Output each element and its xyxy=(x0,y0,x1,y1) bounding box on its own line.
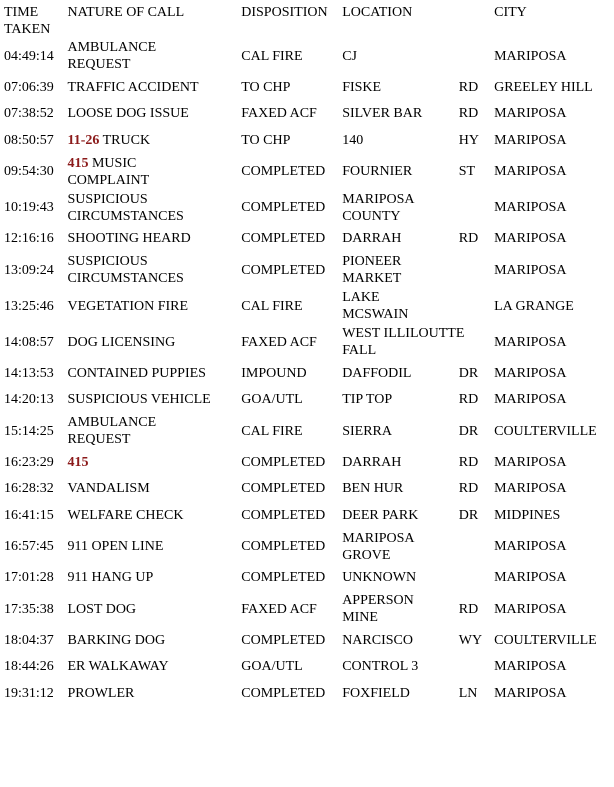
call-city: GREELEY HILL xyxy=(494,79,593,95)
call-nature: DOG LICENSING xyxy=(67,334,176,350)
call-disposition: CAL FIRE xyxy=(241,48,303,64)
table-row xyxy=(0,101,614,128)
table-row xyxy=(0,288,614,324)
call-time: 13:09:24 xyxy=(4,262,54,278)
call-location: BEN HUR xyxy=(342,481,404,497)
call-code: 415 xyxy=(67,454,89,470)
call-time: 15:14:25 xyxy=(4,423,54,439)
header-suffix xyxy=(455,4,490,38)
call-time: 13:25:46 xyxy=(4,298,54,314)
table-row xyxy=(0,74,614,101)
call-city: MARIPOSA xyxy=(494,164,567,179)
call-city: LA GRANGE xyxy=(494,298,574,314)
call-location: SILVER BAR xyxy=(342,106,423,122)
call-location: 140 xyxy=(342,132,364,148)
call-street-suffix: LN xyxy=(458,685,478,701)
call-location: MARIPOSA COUNTY xyxy=(342,191,415,224)
call-location: MARIPOSA GROVE xyxy=(342,530,415,563)
call-disposition: COMPLETED xyxy=(241,570,326,586)
table-row xyxy=(0,360,614,387)
call-disposition: IMPOUND xyxy=(241,365,307,381)
call-disposition: GOA/UTL xyxy=(241,392,303,408)
call-disposition: COMPLETED xyxy=(241,539,326,554)
call-nature: 415 MUSIC COMPLAINT xyxy=(67,155,150,188)
header-location: LOCATION xyxy=(342,5,413,20)
call-location: TIP TOP xyxy=(342,392,393,408)
table-row xyxy=(0,190,614,226)
call-street-suffix: RD xyxy=(458,392,479,408)
call-time: 17:35:38 xyxy=(4,601,54,617)
call-disposition: COMPLETED xyxy=(241,231,326,247)
call-time: 10:19:43 xyxy=(4,200,54,215)
table-row xyxy=(0,654,614,681)
call-location: DEER PARK xyxy=(342,507,419,523)
call-city: MARIPOSA xyxy=(494,231,567,247)
call-location: WEST ILLILOUTTE FALL xyxy=(342,326,465,358)
call-location: UNKNOWN xyxy=(342,570,417,586)
call-street-suffix: WY xyxy=(458,632,483,648)
call-disposition: COMPLETED xyxy=(241,262,326,278)
header-city: CITY xyxy=(494,5,527,20)
call-city: COULTERVILLE xyxy=(494,423,597,439)
call-city: MARIPOSA xyxy=(494,262,567,278)
call-street-suffix: RD xyxy=(458,481,479,497)
table-row xyxy=(0,529,614,565)
call-nature: AMBULANCE REQUEST xyxy=(67,415,157,447)
call-location: APPERSON MINE xyxy=(342,593,414,625)
header-nature: NATURE OF CALL xyxy=(67,5,185,20)
call-time: 18:44:26 xyxy=(4,659,54,675)
call-nature: PROWLER xyxy=(67,685,135,701)
call-time: 16:41:15 xyxy=(4,507,54,523)
call-disposition: FAXED ACF xyxy=(241,334,317,350)
table-row xyxy=(0,387,614,414)
table-row xyxy=(0,154,614,190)
call-location: CONTROL 3 xyxy=(342,659,419,675)
call-time: 17:01:28 xyxy=(4,570,54,586)
call-time: 18:04:37 xyxy=(4,632,54,648)
call-street-suffix xyxy=(455,654,490,681)
call-code: 415 xyxy=(67,155,89,171)
table-row xyxy=(0,627,614,654)
call-city: MARIPOSA xyxy=(494,601,567,617)
call-disposition: CAL FIRE xyxy=(241,423,303,439)
call-time: 07:38:52 xyxy=(4,106,54,122)
call-city: MARIPOSA xyxy=(494,132,567,148)
call-disposition: FAXED ACF xyxy=(241,601,317,617)
call-disposition: COMPLETED xyxy=(241,200,326,215)
call-time: 12:16:16 xyxy=(4,231,54,247)
call-street-suffix: HY xyxy=(458,132,479,148)
table-row xyxy=(0,565,614,592)
call-nature: SUSPICIOUS VEHICLE xyxy=(67,392,211,408)
call-time: 19:31:12 xyxy=(4,685,54,701)
call-city: MARIPOSA xyxy=(494,481,567,497)
call-time: 14:20:13 xyxy=(4,392,54,408)
table-row xyxy=(0,680,614,707)
call-location: FOURNIER xyxy=(342,164,413,179)
call-location: LAKE MCSWAIN xyxy=(342,290,409,322)
call-city: MARIPOSA xyxy=(494,334,567,350)
call-time: 04:49:14 xyxy=(4,48,54,64)
call-nature: VANDALISM xyxy=(67,481,150,497)
call-city: MIDPINES xyxy=(494,507,561,523)
call-street-suffix: RD xyxy=(458,79,479,95)
call-street-suffix: RD xyxy=(458,454,479,470)
table-row xyxy=(0,502,614,529)
call-disposition: COMPLETED xyxy=(241,685,326,701)
call-street-suffix: ST xyxy=(458,164,476,179)
call-location: DARRAH xyxy=(342,454,402,470)
call-street-suffix xyxy=(455,38,490,74)
call-time: 16:28:32 xyxy=(4,481,54,497)
call-street-suffix xyxy=(455,190,490,226)
call-location: SIERRA xyxy=(342,423,392,439)
call-location: DARRAH xyxy=(342,231,402,247)
call-city: MARIPOSA xyxy=(494,659,567,675)
table-row xyxy=(0,252,614,288)
table-row xyxy=(0,591,614,627)
call-city: MARIPOSA xyxy=(494,365,567,381)
call-disposition: GOA/UTL xyxy=(241,659,303,675)
call-nature: LOST DOG xyxy=(67,601,137,617)
call-disposition: FAXED ACF xyxy=(241,106,317,122)
table-row xyxy=(0,324,614,360)
table-row xyxy=(0,449,614,476)
call-city: MARIPOSA xyxy=(494,106,567,122)
call-nature: SUSPICIOUS CIRCUMSTANCES xyxy=(67,254,184,286)
call-nature: TRAFFIC ACCIDENT xyxy=(67,79,199,95)
call-street-suffix: DR xyxy=(458,507,479,523)
call-nature: 11-26 TRUCK xyxy=(67,132,151,148)
call-nature: SHOOTING HEARD xyxy=(67,231,191,247)
call-street-suffix: RD xyxy=(458,231,479,247)
call-location: PIONEER MARKET xyxy=(342,254,402,286)
call-time: 16:57:45 xyxy=(4,539,54,554)
call-city: MARIPOSA xyxy=(494,685,567,701)
call-city: MARIPOSA xyxy=(494,200,567,215)
header-time: TIME TAKEN xyxy=(4,5,51,37)
call-street-suffix: DR xyxy=(458,423,479,439)
table-row xyxy=(0,127,614,154)
call-rows xyxy=(0,38,614,707)
call-street-suffix xyxy=(455,529,490,565)
call-street-suffix xyxy=(455,565,490,592)
call-disposition: COMPLETED xyxy=(241,454,326,470)
call-nature: BARKING DOG xyxy=(67,632,166,648)
call-nature: LOOSE DOG ISSUE xyxy=(67,106,189,122)
table-row xyxy=(0,226,614,253)
call-city: MARIPOSA xyxy=(494,539,567,554)
call-disposition: COMPLETED xyxy=(241,164,326,179)
call-disposition: COMPLETED xyxy=(241,507,326,523)
call-street-suffix: DR xyxy=(458,365,479,381)
call-time: 16:23:29 xyxy=(4,454,54,470)
call-time: 14:13:53 xyxy=(4,365,54,381)
call-log-table xyxy=(0,4,614,707)
call-nature: CONTAINED PUPPIES xyxy=(67,365,206,381)
header-row xyxy=(0,4,614,38)
call-city: MARIPOSA xyxy=(494,454,567,470)
call-street-suffix: RD xyxy=(458,601,479,617)
call-disposition: COMPLETED xyxy=(241,632,326,648)
call-city: COULTERVILLE xyxy=(494,632,597,648)
call-location: DAFFODIL xyxy=(342,365,412,381)
call-nature: WELFARE CHECK xyxy=(67,507,184,523)
call-disposition: CAL FIRE xyxy=(241,298,303,314)
call-street-suffix xyxy=(455,288,490,324)
table-row xyxy=(0,38,614,74)
call-street-suffix: RD xyxy=(458,106,479,122)
call-time: 07:06:39 xyxy=(4,79,54,95)
call-nature: 911 OPEN LINE xyxy=(67,539,164,554)
call-disposition: TO CHP xyxy=(241,79,291,95)
call-code: 11-26 xyxy=(67,132,100,148)
table-row xyxy=(0,413,614,449)
call-disposition: TO CHP xyxy=(241,132,291,148)
call-nature: ER WALKAWAY xyxy=(67,659,169,675)
call-city: MARIPOSA xyxy=(494,48,567,64)
call-location: FOXFIELD xyxy=(342,685,410,701)
call-nature: AMBULANCE REQUEST xyxy=(67,40,157,72)
call-time: 09:54:30 xyxy=(4,164,54,179)
call-nature: 911 HANG UP xyxy=(67,570,154,586)
call-disposition: COMPLETED xyxy=(241,481,326,497)
call-street-suffix xyxy=(455,252,490,288)
header-disposition: DISPOSITION xyxy=(241,5,328,20)
call-location: CJ xyxy=(342,48,357,64)
call-city: MARIPOSA xyxy=(494,392,567,408)
call-location: NARCISCO xyxy=(342,632,413,648)
call-city: MARIPOSA xyxy=(494,570,567,586)
call-time: 14:08:57 xyxy=(4,334,54,350)
call-time: 08:50:57 xyxy=(4,132,54,148)
call-location: FISKE xyxy=(342,79,382,95)
table-row xyxy=(0,476,614,503)
call-nature xyxy=(63,449,237,476)
call-nature: VEGETATION FIRE xyxy=(67,298,189,314)
call-nature: SUSPICIOUS CIRCUMSTANCES xyxy=(67,191,184,224)
